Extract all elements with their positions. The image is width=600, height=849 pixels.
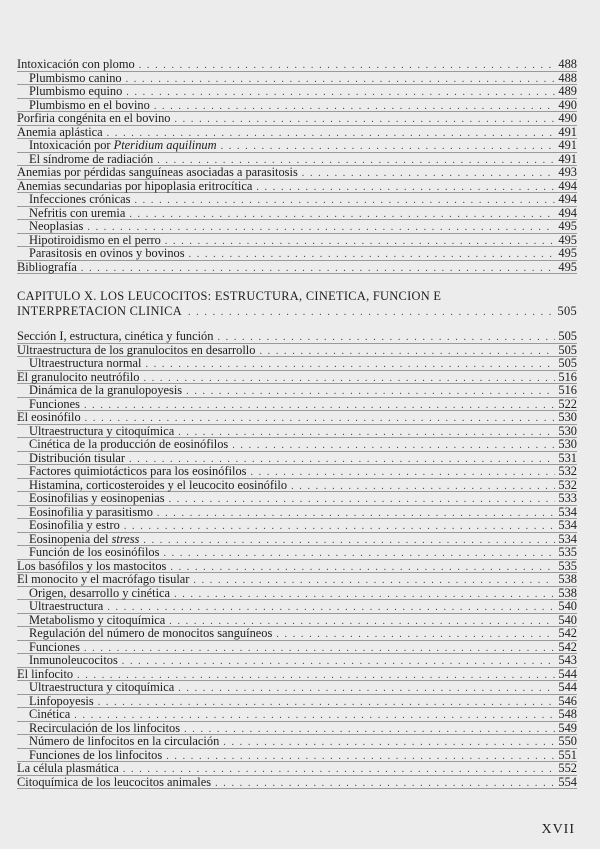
toc-entry-page: 530: [558, 437, 577, 451]
toc-entry-title-text: Anemias secundarias por hipoplasia eritrocítica: [17, 178, 253, 193]
toc-entry-title: [29, 357, 142, 371]
toc-entry-title: [29, 600, 103, 614]
toc-entry-page: 535: [558, 558, 577, 573]
toc-entry-title: [17, 411, 81, 425]
toc-entry-page: 488: [558, 70, 577, 85]
toc-entry-page: 516: [558, 383, 577, 397]
toc-entry-page: 495: [558, 232, 577, 247]
toc-entry: [17, 735, 577, 749]
toc-entry-title: [29, 465, 246, 479]
dot-leader: [146, 358, 556, 372]
chapter-title-line1: CAPITULO X. LOS LEUCOCITOS: ESTRUCTURA, CINETICA, FUNCION E: [17, 289, 442, 303]
chapter-title-text: INTERPRETACION CLINICA: [17, 304, 182, 318]
toc-entry: [17, 641, 577, 655]
toc-entry-title-text: Metabolismo y citoquímica: [29, 612, 166, 627]
toc-entry-title: [17, 776, 211, 790]
toc-entry-title: [17, 330, 213, 344]
dot-leader: [139, 59, 556, 73]
toc-entry-page: 495: [558, 259, 577, 274]
dot-leader: [193, 574, 555, 588]
dot-leader: [134, 194, 555, 208]
toc-entry-title-text: Función de los eosinófilos: [29, 545, 160, 559]
toc-entry: [17, 573, 577, 587]
toc-entry: [17, 560, 577, 574]
toc-entry-title-text: Histamina, corticosteroides y el leucocito eosinófilo: [29, 477, 288, 492]
toc-entry: [17, 112, 577, 126]
toc-entry-title-text: Ultraestructura y citoquímica: [29, 680, 175, 694]
toc-entry-title-text: Recirculación de los linfocitos: [29, 720, 181, 735]
toc-entry: [17, 166, 577, 180]
toc-entry-page: 490: [558, 97, 577, 112]
toc-entry-title: [29, 627, 272, 641]
toc-entry-title: [29, 519, 120, 533]
toc-entry-title: [17, 261, 77, 275]
toc-entry-page: 534: [558, 504, 577, 519]
toc-entry-page: 542: [558, 639, 577, 654]
toc-entry-title-text: Regulación del número de monocitos sanguíneos: [29, 626, 273, 640]
toc-entry-title: [29, 708, 70, 722]
dot-leader: [124, 520, 556, 534]
toc-entry-title: [17, 180, 252, 194]
toc-entry-page: 542: [558, 626, 577, 640]
toc-entry-title: [29, 247, 185, 261]
toc-entry: [17, 776, 577, 790]
toc-entry-page: 530: [558, 423, 577, 438]
toc-entry: [17, 234, 577, 248]
toc-entry-title: [29, 695, 94, 709]
toc-entry-title-text: Hipotiroidismo en el perro: [29, 232, 161, 247]
toc-entry-page: 494: [558, 192, 577, 206]
dot-leader: [84, 399, 555, 413]
toc-entry: [17, 193, 577, 207]
toc-entry-title: [17, 344, 255, 358]
toc-entry-page: 493: [558, 165, 577, 179]
toc-entry-title-text: Eosinofilias y eosinopenias: [29, 491, 165, 505]
toc-entry-page: 534: [558, 531, 577, 546]
chapter-heading: [17, 289, 577, 320]
toc-entry-page: 505: [558, 342, 577, 357]
toc-entry-title: [17, 112, 170, 126]
toc-entry-page: 505: [558, 329, 577, 343]
toc-entry: [17, 207, 577, 221]
toc-entry-title: [17, 668, 73, 682]
dot-leader: [276, 628, 555, 642]
toc-entry-title-italic: stress: [111, 531, 140, 546]
dot-leader: [98, 696, 556, 710]
toc-entry: [17, 695, 577, 709]
toc-entry: [17, 85, 577, 99]
toc-entry-page: 551: [558, 747, 577, 762]
dot-leader: [188, 305, 555, 320]
dot-leader: [178, 426, 555, 440]
toc-entry: [17, 627, 577, 641]
toc-entry-title-text: Eosinofilia y parasitismo: [29, 504, 153, 519]
toc-entry-page: 532: [558, 464, 577, 478]
toc-entry-title: [29, 99, 150, 113]
toc-entry-page: 491: [558, 138, 577, 152]
toc-group-leucocitos: [17, 330, 577, 789]
toc-entry-title: [29, 654, 118, 668]
toc-entry-title: [29, 220, 83, 234]
toc-entry-title: [17, 371, 140, 385]
toc-entry-title: [29, 735, 219, 749]
toc-entry: [17, 708, 577, 722]
dot-leader: [165, 235, 556, 249]
toc-entry-page: 495: [558, 246, 577, 260]
toc-entry: [17, 654, 577, 668]
toc-entry-title-text: Intoxicación por: [29, 138, 114, 152]
toc-entry-title-text: Linfopoyesis: [29, 693, 94, 708]
toc-entry: [17, 220, 577, 234]
toc-entry-title: [29, 492, 165, 506]
toc-entry-page: 549: [558, 720, 577, 735]
dot-leader: [174, 588, 555, 602]
toc-entry-title-text: Distribución tisular: [29, 450, 126, 465]
toc-entry-title: [29, 587, 170, 601]
toc-entry-title-text: El monocito y el macrófago tisular: [17, 572, 190, 586]
toc-entry: [17, 762, 577, 776]
dot-leader: [256, 181, 555, 195]
toc-entry-title-text: Ultraestructura y citoquímica: [29, 423, 175, 438]
toc-entry: [17, 519, 577, 533]
page-number: XVII: [541, 822, 575, 837]
toc-entry: [17, 398, 577, 412]
toc-entry-title: [29, 139, 217, 153]
dot-leader: [143, 534, 555, 548]
dot-leader: [154, 100, 556, 114]
toc-entry-title-text: Ultraestructura normal: [29, 356, 142, 370]
toc-entry-title: [29, 722, 180, 736]
toc-entry-title: [17, 573, 189, 587]
toc-entry-page: 533: [558, 491, 577, 505]
toc-entry-title-text: Funciones: [29, 396, 80, 411]
toc-entry: [17, 438, 577, 452]
toc-entry-title-text: Nefritis con uremia: [29, 205, 126, 220]
toc-entry: [17, 587, 577, 601]
toc-entry-page: 494: [558, 178, 577, 193]
toc-entry-title-italic: Pteridium aquilinum: [113, 138, 217, 152]
toc-entry-page: 552: [558, 761, 577, 775]
toc-entry-title: [17, 166, 298, 180]
dot-leader: [122, 655, 556, 669]
toc-entry-page: 543: [558, 653, 577, 667]
toc-entry-title-text: Eosinofilia y estro: [29, 518, 120, 532]
dot-leader: [126, 86, 555, 100]
toc-entry: [17, 479, 577, 493]
dot-leader: [217, 331, 555, 345]
table-of-contents: [17, 58, 577, 789]
toc-entry-title-text: Cinética de la producción de eosinófilos: [29, 437, 229, 451]
toc-entry-title: [29, 438, 228, 452]
toc-entry-title: [29, 153, 153, 167]
toc-entry-title: [17, 560, 166, 574]
toc-entry-title: [29, 85, 122, 99]
chapter-title-line2: [17, 304, 577, 320]
dot-leader: [232, 439, 555, 453]
toc-entry: [17, 465, 577, 479]
toc-entry: [17, 99, 577, 113]
toc-entry-page: 544: [558, 666, 577, 681]
toc-entry: [17, 681, 577, 695]
toc-entry-page: 540: [558, 612, 577, 627]
toc-entry-page: 491: [558, 124, 577, 139]
toc-entry-title-text: Plumbismo en el bovino: [29, 97, 150, 112]
toc-entry-page: 532: [558, 477, 577, 492]
dot-leader: [157, 507, 556, 521]
toc-entry-title: [29, 546, 159, 560]
toc-entry-page: 505: [558, 356, 577, 370]
toc-entry-title-text: Factores quimiotácticos para los eosinófilos: [29, 464, 247, 478]
dot-leader: [166, 750, 555, 764]
toc-entry: [17, 330, 577, 344]
toc-entry-title: [29, 234, 161, 248]
dot-leader: [215, 777, 555, 791]
toc-entry-title: [29, 641, 80, 655]
dot-leader: [129, 208, 555, 222]
toc-entry-page: 548: [558, 707, 577, 721]
toc-entry-title: [29, 398, 80, 412]
toc-entry-title-text: Parasitosis en ovinos y bovinos: [29, 246, 185, 260]
toc-entry: [17, 126, 577, 140]
toc-entry: [17, 139, 577, 153]
toc-entry-title: [29, 425, 174, 439]
toc-entry-page: 516: [558, 369, 577, 384]
toc-entry-title: [29, 614, 165, 628]
toc-entry-page: 538: [558, 585, 577, 600]
toc-entry: [17, 749, 577, 763]
toc-entry: [17, 600, 577, 614]
toc-entry: [17, 247, 577, 261]
toc-entry-title-text: El síndrome de radiación: [29, 151, 154, 166]
dot-leader: [223, 736, 555, 750]
dot-leader: [291, 480, 555, 494]
dot-leader: [170, 561, 555, 575]
toc-entry: [17, 153, 577, 167]
dot-leader: [259, 345, 555, 359]
dot-leader: [174, 113, 555, 127]
toc-entry-title-text: Cinética: [29, 707, 71, 721]
dot-leader: [184, 723, 555, 737]
toc-entry: [17, 371, 577, 385]
toc-entry-title: [29, 452, 125, 466]
toc-entry: [17, 425, 577, 439]
dot-leader: [221, 140, 556, 154]
toc-entry: [17, 722, 577, 736]
toc-entry-title-text: Infecciones crónicas: [29, 192, 131, 206]
toc-entry-title-text: Los basófilos y los mastocitos: [17, 558, 167, 573]
toc-entry-page: 531: [558, 450, 577, 465]
toc-entry-page: 495: [558, 219, 577, 233]
toc-entry-title-text: Neoplasias: [29, 219, 84, 233]
toc-entry-page: 546: [558, 693, 577, 708]
toc-entry-title: [29, 72, 122, 86]
toc-entry-title: [29, 506, 153, 520]
toc-entry-page: 540: [558, 599, 577, 613]
dot-leader: [250, 466, 555, 480]
toc-entry-title-text: Inmunoleucocitos: [29, 653, 118, 667]
toc-entry-title-text: Plumbismo equino: [29, 84, 123, 98]
toc-entry-title-text: Bibliografía: [17, 259, 77, 274]
dot-leader: [302, 167, 556, 181]
dot-leader: [144, 372, 556, 386]
toc-entry-title: [29, 479, 287, 493]
toc-entry: [17, 261, 577, 275]
dot-leader: [84, 642, 555, 656]
toc-entry-title-text: Ultraestructura de los granulocitos en desarrollo: [17, 342, 256, 357]
toc-entry: [17, 614, 577, 628]
toc-entry-page: 494: [558, 205, 577, 220]
toc-entry-title: [17, 126, 103, 140]
toc-entry-title-text: El eosinófilo: [17, 410, 81, 424]
toc-entry-page: 530: [558, 410, 577, 424]
toc-entry: [17, 180, 577, 194]
dot-leader: [107, 601, 555, 615]
toc-entry: [17, 384, 577, 398]
toc-entry: [17, 344, 577, 358]
toc-entry: [17, 533, 577, 547]
toc-entry-title-text: Porfiria congénita en el bovino: [17, 111, 171, 125]
toc-entry: [17, 411, 577, 425]
toc-entry-title: [29, 207, 125, 221]
toc-entry-page: 538: [558, 572, 577, 586]
toc-entry: [17, 668, 577, 682]
dot-leader: [186, 385, 555, 399]
toc-entry-page: 535: [558, 545, 577, 559]
toc-entry-title: [29, 193, 130, 207]
toc-entry-title-text: Anemias por pérdidas sanguíneas asociadas a parasitosis: [17, 165, 298, 179]
toc-entry: [17, 452, 577, 466]
toc-entry-title: [29, 533, 139, 547]
toc-entry: [17, 58, 577, 72]
toc-entry-page: 534: [558, 518, 577, 532]
toc-group-anemias: [17, 58, 577, 274]
toc-entry-title-text: La célula plasmática: [17, 761, 119, 775]
dot-leader: [81, 262, 556, 276]
dot-leader: [189, 248, 556, 262]
toc-entry-title-text: Anemia aplástica: [17, 124, 103, 139]
dot-leader: [178, 682, 555, 696]
toc-entry-title-text: Sección I, estructura, cinética y función: [17, 329, 214, 343]
toc-entry-title-text: El linfocito: [17, 666, 74, 681]
dot-leader: [126, 73, 556, 87]
toc-entry-page: 490: [558, 111, 577, 125]
toc-entry-title-text: Dinámica de la granulopoyesis: [29, 383, 183, 397]
toc-entry-title-text: Funciones de los linfocitos: [29, 747, 163, 762]
toc-entry-title: [29, 384, 182, 398]
toc-entry-page: 488: [558, 57, 577, 71]
toc-entry-page: 491: [558, 151, 577, 166]
toc-entry: [17, 492, 577, 506]
toc-entry-title-text: Número de linfocitos en la circulación: [29, 734, 220, 748]
toc-entry-title: [29, 681, 174, 695]
toc-entry-title-text: Eosinopenia del: [29, 531, 112, 546]
toc-entry-title-text: Plumbismo canino: [29, 70, 122, 85]
toc-entry-title-text: Intoxicación con plomo: [17, 57, 135, 71]
toc-entry-page: 489: [558, 84, 577, 98]
toc-entry-title-text: El granulocito neutrófilo: [17, 369, 140, 384]
toc-entry-page: 522: [558, 396, 577, 411]
chapter-page: 505: [557, 304, 577, 318]
toc-entry: [17, 357, 577, 371]
toc-entry-title-text: Citoquímica de los leucocitos animales: [17, 774, 212, 789]
toc-entry: [17, 72, 577, 86]
toc-entry-title: [29, 749, 162, 763]
toc-entry-title-text: Ultraestructura: [29, 599, 104, 613]
toc-entry: [17, 546, 577, 560]
toc-entry-page: 550: [558, 734, 577, 748]
toc-entry-title-text: Origen, desarrollo y cinética: [29, 585, 171, 600]
toc-entry: [17, 506, 577, 520]
dot-leader: [169, 493, 556, 507]
toc-entry-page: 544: [558, 680, 577, 694]
toc-entry-title: [17, 58, 135, 72]
toc-entry-title: [17, 762, 119, 776]
toc-entry-page: 554: [558, 774, 577, 789]
dot-leader: [163, 547, 555, 561]
toc-entry-title-text: Funciones: [29, 639, 80, 654]
